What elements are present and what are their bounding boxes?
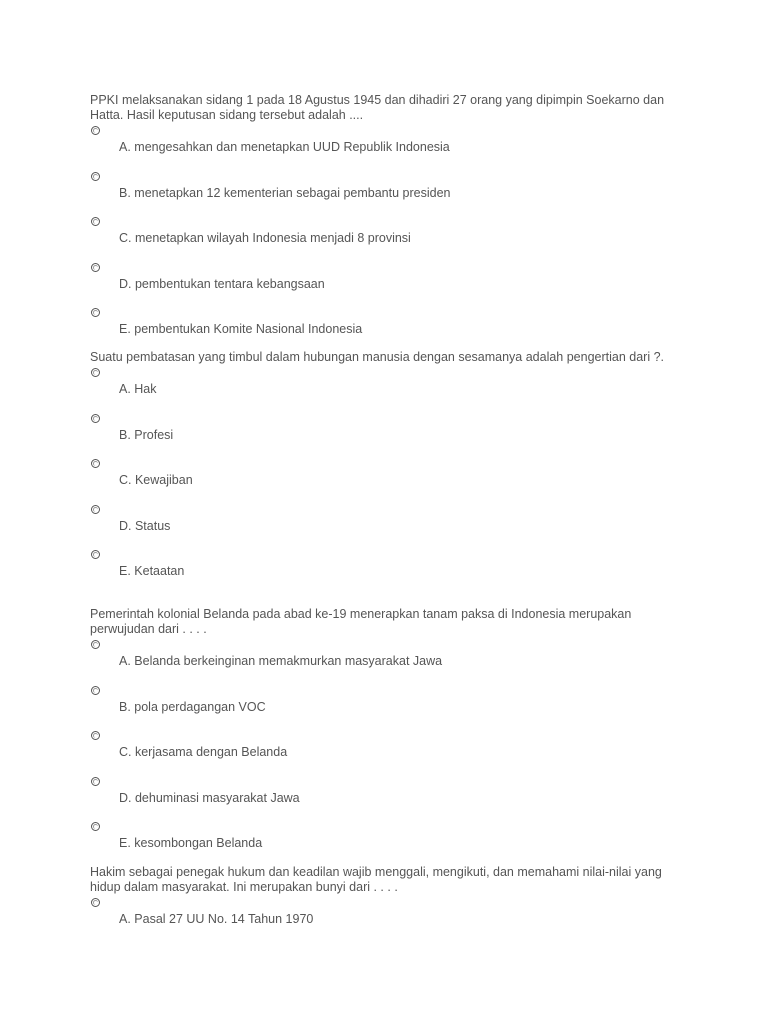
answer-label: D. pembentukan tentara kebangsaan	[119, 276, 325, 291]
radio-button[interactable]	[91, 126, 100, 135]
answer-option[interactable]	[90, 456, 690, 502]
answer-option[interactable]	[90, 123, 690, 169]
answer-option[interactable]	[90, 214, 690, 260]
answer-option[interactable]	[90, 260, 690, 306]
radio-button[interactable]	[91, 822, 100, 831]
answer-option[interactable]	[90, 774, 690, 820]
answer-label: D. dehuminasi masyarakat Jawa	[119, 790, 300, 805]
question-text: PPKI melaksanakan sidang 1 pada 18 Agustus 1945 dan dihadiri 27 orang yang dipimpin Soekarno dan Hatta. Hasil keputusan sidang tersebut adalah ....	[90, 93, 665, 122]
radio-button[interactable]	[91, 217, 100, 226]
radio-button[interactable]	[91, 898, 100, 907]
answer-option[interactable]	[90, 728, 690, 774]
answer-label: E. kesombongan Belanda	[119, 836, 263, 851]
radio-button[interactable]	[91, 777, 100, 786]
answer-option[interactable]	[90, 502, 690, 548]
radio-button[interactable]	[91, 459, 100, 468]
answer-label: A. Hak	[119, 382, 157, 396]
answer-label: C. menetapkan wilayah Indonesia menjadi 8 provinsi	[119, 231, 411, 246]
answer-option[interactable]	[90, 411, 690, 457]
answer-label: B. pola perdagangan VOC	[119, 699, 266, 714]
radio-button[interactable]	[91, 368, 100, 377]
radio-button[interactable]	[91, 414, 100, 423]
question-text: Hakim sebagai penegak hukum dan keadilan wajib menggali, mengikuti, dan memahami nilai-nilai yang hidup dalam masyarakat. Ini merupakan bunyi dari . . . .	[90, 865, 662, 894]
answer-option[interactable]	[90, 547, 690, 593]
answer-option[interactable]	[90, 365, 690, 411]
question-2	[90, 350, 690, 593]
radio-button[interactable]	[91, 686, 100, 695]
question-text: Pemerintah kolonial Belanda pada abad ke-19 menerapkan tanam paksa di Indonesia merupakan perwujudan dari . . . .	[90, 607, 632, 636]
question-text: Suatu pembatasan yang timbul dalam hubungan manusia dengan sesamanya adalah pengertian dari ?.	[90, 350, 665, 364]
answer-label: C. Kewajiban	[119, 473, 193, 488]
question-3	[90, 607, 690, 865]
answer-option[interactable]	[90, 683, 690, 729]
answer-label: A. Pasal 27 UU No. 14 Tahun 1970	[119, 912, 314, 926]
radio-button[interactable]	[91, 172, 100, 181]
answer-label: E. pembentukan Komite Nasional Indonesia	[119, 322, 363, 337]
radio-button[interactable]	[91, 640, 100, 649]
answer-label: B. Profesi	[119, 427, 174, 442]
answer-option[interactable]	[90, 169, 690, 215]
answer-option[interactable]	[90, 305, 690, 351]
answer-label: E. Ketaatan	[119, 564, 185, 579]
question-4	[90, 865, 690, 941]
radio-button[interactable]	[91, 550, 100, 559]
answer-option[interactable]	[90, 819, 690, 865]
answer-option[interactable]	[90, 895, 690, 941]
answer-label: B. menetapkan 12 kementerian sebagai pembantu presiden	[119, 185, 451, 200]
radio-button[interactable]	[91, 263, 100, 272]
radio-button[interactable]	[91, 308, 100, 317]
answer-option[interactable]	[90, 637, 690, 683]
radio-button[interactable]	[91, 505, 100, 514]
answer-label: A. Belanda berkeinginan memakmurkan masyarakat Jawa	[119, 654, 443, 668]
question-1	[90, 93, 690, 351]
answer-label: D. Status	[119, 518, 171, 533]
answer-label: A. mengesahkan dan menetapkan UUD Republik Indonesia	[119, 140, 450, 154]
radio-button[interactable]	[91, 731, 100, 740]
answer-label: C. kerjasama dengan Belanda	[119, 745, 288, 760]
